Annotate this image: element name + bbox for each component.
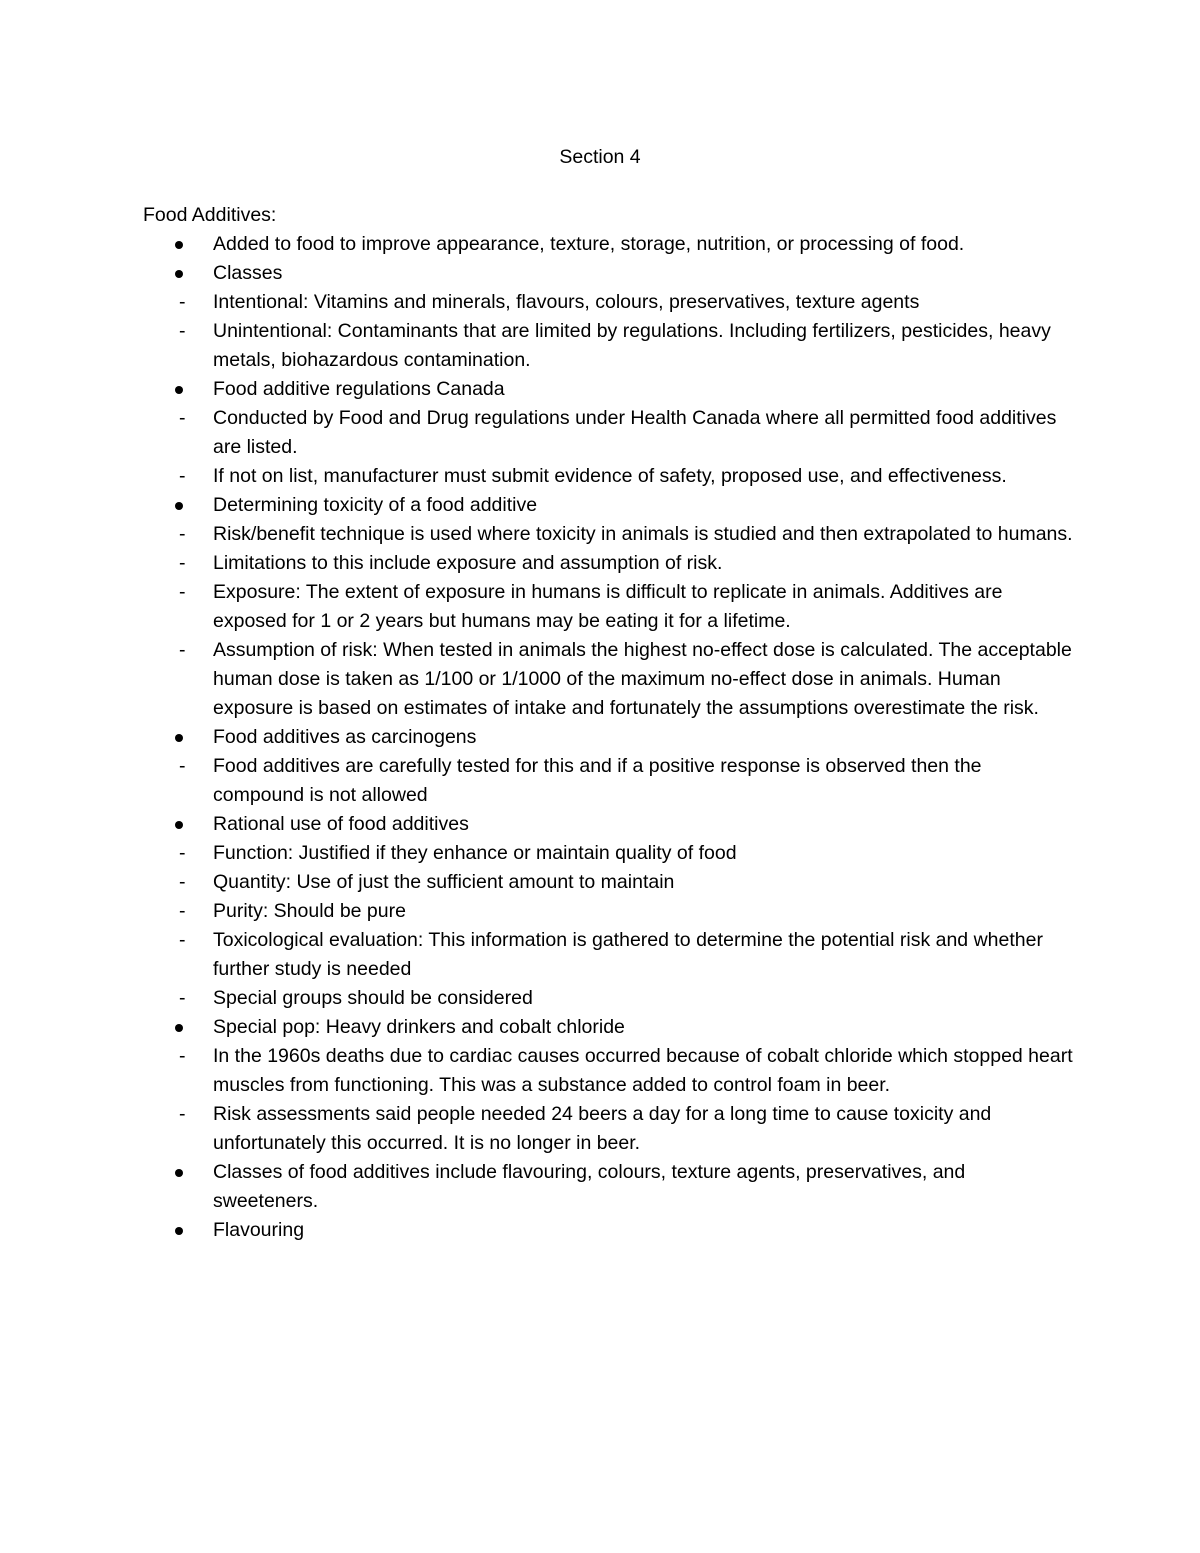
sub-list-item-text: Intentional: Vitamins and minerals, flavours, colours, preservatives, texture agents (213, 291, 920, 313)
dash-marker: - (179, 1103, 186, 1125)
bullet-dot-icon (175, 502, 183, 510)
sub-list-item (107, 404, 1073, 462)
sub-list-item-text: Purity: Should be pure (213, 900, 406, 922)
sub-list-item-text: If not on list, manufacturer must submit evidence of safety, proposed use, and effectiveness. (213, 465, 1007, 487)
bullet-dot-icon (175, 386, 183, 394)
list-item (143, 375, 1073, 404)
dash-marker: - (179, 407, 186, 429)
sub-list-item (107, 839, 1073, 868)
sub-list-item (107, 1100, 1073, 1158)
sub-list-item-text: Risk/benefit technique is used where toxicity in animals is studied and then extrapolated to humans. (213, 523, 1073, 545)
bullet-dot-icon (175, 1169, 183, 1177)
sub-list-item (107, 317, 1073, 375)
dash-marker: - (179, 929, 186, 951)
list-item-text: Classes of food additives include flavouring, colours, texture agents, preservatives, and sweeteners. (213, 1161, 966, 1212)
list-item-text: Determining toxicity of a food additive (213, 494, 538, 516)
sub-list-item-text: Exposure: The extent of exposure in humans is difficult to replicate in animals. Additives are exposed for 1 or 2 years but humans may be eating it for a lifetime. (213, 581, 1003, 632)
dash-marker: - (179, 320, 186, 342)
sub-list-item (107, 752, 1073, 810)
list-item-text: Classes (213, 262, 283, 284)
list-item (143, 1158, 1073, 1216)
bullet-dot-icon (175, 270, 183, 278)
bullet-dot-icon (175, 734, 183, 742)
dash-marker: - (179, 639, 186, 661)
list-item (143, 259, 1073, 288)
sub-list-item (107, 984, 1073, 1013)
dash-marker: - (179, 900, 186, 922)
list-item (143, 491, 1073, 520)
bullet-dot-icon (175, 1024, 183, 1032)
sub-list-item-text: Function: Justified if they enhance or maintain quality of food (213, 842, 737, 864)
section-heading: Food Additives: (143, 204, 277, 226)
bullet-dot-icon (175, 821, 183, 829)
sub-list-item (107, 288, 1073, 317)
sub-list-item (107, 1042, 1073, 1100)
sub-list-item-text: Quantity: Use of just the sufficient amount to maintain (213, 871, 675, 893)
list-item (143, 1216, 1073, 1245)
sub-list-item-text: Toxicological evaluation: This information is gathered to determine the potential risk and whether further study is needed (213, 929, 1043, 980)
sub-list-item-text: Unintentional: Contaminants that are limited by regulations. Including fertilizers, pesticides, heavy metals, biohazardous contamination. (213, 320, 1051, 371)
sub-list-item (107, 549, 1073, 578)
sub-list-item-text: Conducted by Food and Drug regulations under Health Canada where all permitted food additives are listed. (213, 407, 1057, 458)
sub-list-item (107, 462, 1073, 491)
sub-list-item-text: Risk assessments said people needed 24 beers a day for a long time to cause toxicity and unfortunately this occurred. It is no longer in beer. (213, 1103, 992, 1154)
dash-marker: - (179, 755, 186, 777)
bullet-list (143, 230, 1073, 1245)
list-item-text: Food additives as carcinogens (213, 726, 477, 748)
dash-marker: - (179, 552, 186, 574)
sub-list-item-text: Special groups should be considered (213, 987, 533, 1009)
list-item-text: Added to food to improve appearance, texture, storage, nutrition, or processing of food. (213, 233, 965, 255)
sub-list-item (107, 520, 1073, 549)
list-item-text: Rational use of food additives (213, 813, 469, 835)
sub-list-item-text: Assumption of risk: When tested in animals the highest no-effect dose is calculated. The acceptable human dose is taken as 1/100 or 1/1000 of the maximum no-effect dose in animals. Human exposure is based on estimates of intake and fortunately the assumptions overestimate the risk. (213, 639, 1072, 719)
dash-marker: - (179, 291, 186, 313)
sub-list-item-text: Limitations to this include exposure and assumption of risk. (213, 552, 723, 574)
list-item (143, 1013, 1073, 1042)
dash-marker: - (179, 842, 186, 864)
sub-list-item-text: Food additives are carefully tested for this and if a positive response is observed then the compound is not allowed (213, 755, 982, 806)
list-item-text: Flavouring (213, 1219, 305, 1241)
dash-marker: - (179, 465, 186, 487)
list-item-text: Special pop: Heavy drinkers and cobalt chloride (213, 1016, 625, 1038)
bullet-dot-icon (175, 241, 183, 249)
page-title: Section 4 (559, 146, 641, 168)
dash-marker: - (179, 871, 186, 893)
dash-marker: - (179, 581, 186, 603)
sub-list-item (107, 897, 1073, 926)
list-item (143, 810, 1073, 839)
sub-list-item (107, 636, 1073, 723)
list-item (143, 723, 1073, 752)
sub-list-item-text: In the 1960s deaths due to cardiac causes occurred because of cobalt chloride which stopped heart muscles from functioning. This was a substance added to control foam in beer. (213, 1045, 1073, 1096)
sub-list-item (107, 868, 1073, 897)
bullet-dot-icon (175, 1227, 183, 1235)
sub-list-item (107, 926, 1073, 984)
dash-marker: - (179, 523, 186, 545)
list-item-text: Food additive regulations Canada (213, 378, 505, 400)
dash-marker: - (179, 987, 186, 1009)
dash-marker: - (179, 1045, 186, 1067)
sub-list-item (107, 578, 1073, 636)
list-item (143, 230, 1073, 259)
